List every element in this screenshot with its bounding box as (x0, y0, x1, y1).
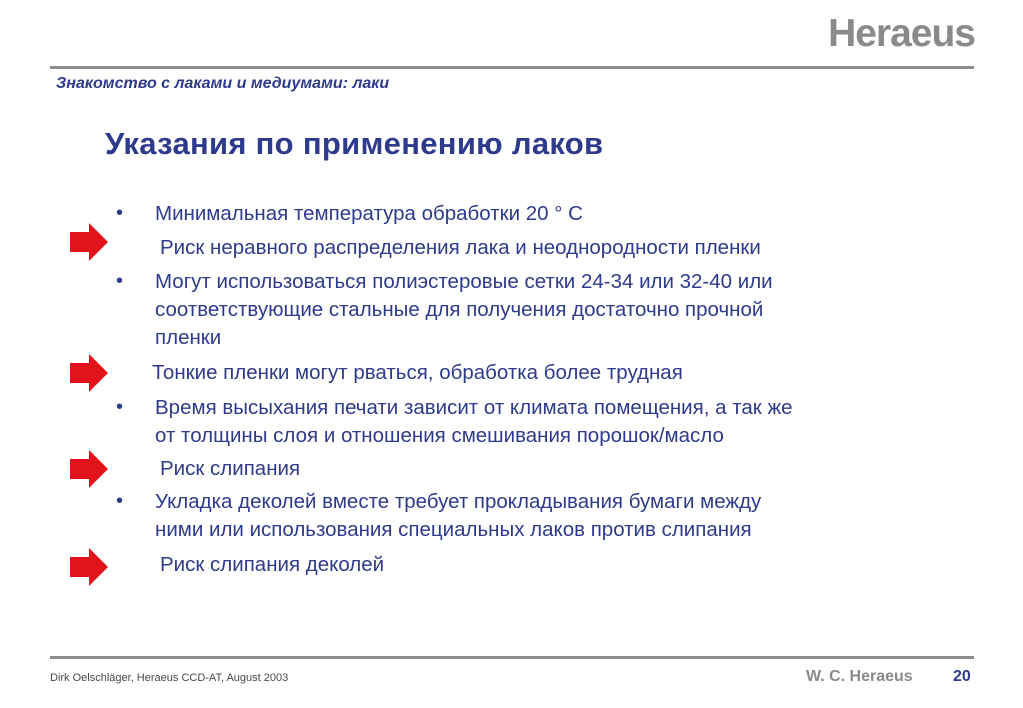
bottom-divider (50, 656, 974, 659)
red-right-arrow-icon (70, 354, 108, 392)
consequence-3: Риск слипания (160, 457, 301, 480)
bullet-marker: • (116, 270, 124, 292)
section-title: Знакомство с лаками и медиумами: лаки (56, 75, 390, 92)
bullet-2-line-3: пленки (155, 326, 222, 349)
footer-company: W. C. Heraeus (806, 668, 913, 685)
page-number: 20 (953, 668, 971, 685)
red-right-arrow-icon (70, 548, 108, 586)
bullet-3-line-2: от толщины слоя и отношения смешивания порошок/масло (155, 424, 724, 447)
consequence-2: Тонкие пленки могут рваться, обработка более трудная (152, 361, 683, 384)
bullet-2-line-2: соответствующие стальные для получения достаточно прочной (155, 298, 764, 321)
bullet-4-line-2: ними или использования специальных лаков против слипания (155, 518, 752, 541)
bullet-1-line-1: Минимальная температура обработки 20 ° С (155, 202, 583, 225)
red-right-arrow-icon (70, 450, 108, 488)
red-right-arrow-icon (70, 223, 108, 261)
bullet-marker: • (116, 396, 124, 418)
bullet-4-line-1: Укладка деколей вместе требует прокладывания бумаги между (155, 490, 762, 513)
bullet-marker: • (116, 202, 124, 224)
footer-author: Dirk Oelschläger, Heraeus CCD-AT, August 2003 (50, 672, 289, 684)
bullet-marker: • (116, 490, 124, 512)
slide-title: Указания по применению лаков (105, 126, 604, 161)
bullet-3-line-1: Время высыхания печати зависит от климата помещения, а так же (155, 396, 793, 419)
heraeus-logo: Heraeus (828, 12, 975, 55)
consequence-1: Риск неравного распределения лака и неоднородности пленки (160, 236, 761, 259)
bullet-2-line-1: Могут использоваться полиэстеровые сетки 24-34 или 32-40 или (155, 270, 773, 293)
consequence-4: Риск слипания деколей (160, 553, 385, 576)
